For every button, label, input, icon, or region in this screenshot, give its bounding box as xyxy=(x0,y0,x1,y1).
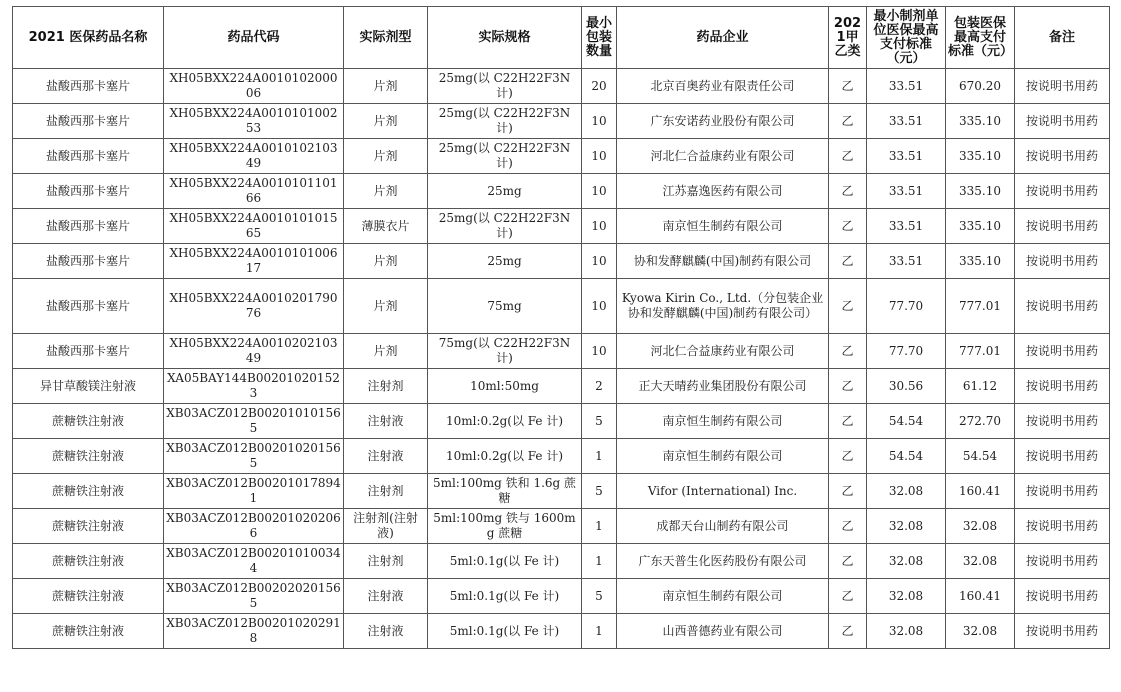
cell-note: 按说明书用药 xyxy=(1015,69,1110,104)
header-note: 备注 xyxy=(1015,7,1110,69)
cell-unit-price: 33.51 xyxy=(867,69,946,104)
table-row xyxy=(13,404,1110,439)
cell-note: 按说明书用药 xyxy=(1015,544,1110,579)
cell-note: 按说明书用药 xyxy=(1015,579,1110,614)
table-header-row xyxy=(13,7,1110,69)
cell-unit-price: 32.08 xyxy=(867,579,946,614)
cell-drug-name: 蔗糖铁注射液 xyxy=(13,509,164,544)
cell-pack-price: 670.20 xyxy=(946,69,1015,104)
table-row xyxy=(13,509,1110,544)
cell-dosage-form: 片剂 xyxy=(344,244,428,279)
header-min-pack: 最小包装数量 xyxy=(582,7,617,69)
cell-company: Kyowa Kirin Co., Ltd.（分包装企业协和发酵麒麟(中国)制药有限公司） xyxy=(617,279,829,334)
cell-specification: 75mg xyxy=(428,279,582,334)
cell-company: 南京恒生制药有限公司 xyxy=(617,404,829,439)
cell-min-pack: 20 xyxy=(582,69,617,104)
cell-company: 成都天台山制药有限公司 xyxy=(617,509,829,544)
cell-pack-price: 335.10 xyxy=(946,209,1015,244)
header-class: 2021甲乙类 xyxy=(829,7,867,69)
cell-min-pack: 10 xyxy=(582,104,617,139)
cell-drug-code: XB03ACZ012B002010201565 xyxy=(164,439,344,474)
table-row xyxy=(13,279,1110,334)
cell-dosage-form: 片剂 xyxy=(344,334,428,369)
cell-min-pack: 5 xyxy=(582,579,617,614)
header-name: 2021 医保药品名称 xyxy=(13,7,164,69)
table-row xyxy=(13,244,1110,279)
header-company: 药品企业 xyxy=(617,7,829,69)
table-row xyxy=(13,139,1110,174)
cell-drug-name: 盐酸西那卡塞片 xyxy=(13,209,164,244)
cell-unit-price: 54.54 xyxy=(867,439,946,474)
cell-drug-name: 盐酸西那卡塞片 xyxy=(13,174,164,209)
cell-drug-code: XH05BXX224A001010210349 xyxy=(164,139,344,174)
cell-class: 乙 xyxy=(829,104,867,139)
cell-class: 乙 xyxy=(829,244,867,279)
cell-class: 乙 xyxy=(829,544,867,579)
drug-table-container xyxy=(12,6,1109,649)
table-row xyxy=(13,104,1110,139)
cell-pack-price: 335.10 xyxy=(946,244,1015,279)
cell-drug-name: 异甘草酸镁注射液 xyxy=(13,369,164,404)
cell-company: Vifor (International) Inc. xyxy=(617,474,829,509)
cell-drug-name: 蔗糖铁注射液 xyxy=(13,614,164,649)
cell-drug-code: XB03ACZ012B002010202918 xyxy=(164,614,344,649)
cell-dosage-form: 片剂 xyxy=(344,69,428,104)
header-pack-price: 包装医保最高支付标准（元） xyxy=(946,7,1015,69)
cell-specification: 25mg(以 C22H22F3N 计) xyxy=(428,104,582,139)
cell-company: 正大天晴药业集团股份有限公司 xyxy=(617,369,829,404)
table-row xyxy=(13,334,1110,369)
cell-pack-price: 272.70 xyxy=(946,404,1015,439)
cell-specification: 5ml:0.1g(以 Fe 计) xyxy=(428,614,582,649)
cell-min-pack: 10 xyxy=(582,334,617,369)
cell-unit-price: 54.54 xyxy=(867,404,946,439)
cell-min-pack: 2 xyxy=(582,369,617,404)
cell-dosage-form: 注射剂(注射液) xyxy=(344,509,428,544)
cell-drug-code: XA05BAY144B002010201523 xyxy=(164,369,344,404)
drug-price-table xyxy=(12,6,1110,649)
cell-class: 乙 xyxy=(829,174,867,209)
cell-dosage-form: 注射剂 xyxy=(344,369,428,404)
cell-class: 乙 xyxy=(829,404,867,439)
cell-dosage-form: 注射液 xyxy=(344,439,428,474)
cell-note: 按说明书用药 xyxy=(1015,404,1110,439)
cell-company: 南京恒生制药有限公司 xyxy=(617,579,829,614)
header-code: 药品代码 xyxy=(164,7,344,69)
cell-company: 河北仁合益康药业有限公司 xyxy=(617,139,829,174)
cell-specification: 5ml:100mg 铁和 1.6g 蔗糖 xyxy=(428,474,582,509)
cell-min-pack: 5 xyxy=(582,474,617,509)
cell-specification: 25mg xyxy=(428,244,582,279)
cell-pack-price: 777.01 xyxy=(946,279,1015,334)
cell-dosage-form: 注射液 xyxy=(344,404,428,439)
table-row xyxy=(13,174,1110,209)
cell-class: 乙 xyxy=(829,439,867,474)
cell-dosage-form: 注射剂 xyxy=(344,544,428,579)
cell-drug-code: XH05BXX224A001010200006 xyxy=(164,69,344,104)
table-body xyxy=(13,69,1110,649)
cell-dosage-form: 注射液 xyxy=(344,579,428,614)
cell-drug-code: XB03ACZ012B002010101565 xyxy=(164,404,344,439)
cell-min-pack: 10 xyxy=(582,139,617,174)
cell-class: 乙 xyxy=(829,69,867,104)
cell-unit-price: 33.51 xyxy=(867,174,946,209)
cell-drug-code: XH05BXX224A001020179076 xyxy=(164,279,344,334)
cell-min-pack: 1 xyxy=(582,614,617,649)
table-row xyxy=(13,369,1110,404)
cell-unit-price: 33.51 xyxy=(867,244,946,279)
cell-specification: 10ml:0.2g(以 Fe 计) xyxy=(428,439,582,474)
cell-company: 协和发酵麒麟(中国)制药有限公司 xyxy=(617,244,829,279)
cell-pack-price: 335.10 xyxy=(946,174,1015,209)
cell-note: 按说明书用药 xyxy=(1015,334,1110,369)
cell-dosage-form: 薄膜衣片 xyxy=(344,209,428,244)
cell-unit-price: 33.51 xyxy=(867,139,946,174)
cell-class: 乙 xyxy=(829,579,867,614)
cell-specification: 25mg xyxy=(428,174,582,209)
cell-note: 按说明书用药 xyxy=(1015,209,1110,244)
cell-pack-price: 777.01 xyxy=(946,334,1015,369)
cell-drug-code: XH05BXX224A001010100617 xyxy=(164,244,344,279)
cell-note: 按说明书用药 xyxy=(1015,139,1110,174)
cell-specification: 75mg(以 C22H22F3N 计) xyxy=(428,334,582,369)
cell-company: 广东安诺药业股份有限公司 xyxy=(617,104,829,139)
cell-drug-name: 盐酸西那卡塞片 xyxy=(13,69,164,104)
cell-note: 按说明书用药 xyxy=(1015,509,1110,544)
cell-pack-price: 160.41 xyxy=(946,579,1015,614)
cell-note: 按说明书用药 xyxy=(1015,369,1110,404)
cell-drug-code: XH05BXX224A001010101565 xyxy=(164,209,344,244)
cell-class: 乙 xyxy=(829,509,867,544)
header-spec: 实际规格 xyxy=(428,7,582,69)
cell-pack-price: 335.10 xyxy=(946,104,1015,139)
cell-specification: 5ml:0.1g(以 Fe 计) xyxy=(428,579,582,614)
cell-class: 乙 xyxy=(829,334,867,369)
cell-drug-code: XH05BXX224A001010110166 xyxy=(164,174,344,209)
cell-drug-name: 蔗糖铁注射液 xyxy=(13,404,164,439)
cell-note: 按说明书用药 xyxy=(1015,474,1110,509)
cell-pack-price: 61.12 xyxy=(946,369,1015,404)
cell-dosage-form: 注射剂 xyxy=(344,474,428,509)
cell-class: 乙 xyxy=(829,279,867,334)
cell-drug-code: XH05BXX224A001020210349 xyxy=(164,334,344,369)
cell-company: 山西普德药业有限公司 xyxy=(617,614,829,649)
cell-note: 按说明书用药 xyxy=(1015,174,1110,209)
cell-dosage-form: 片剂 xyxy=(344,139,428,174)
cell-pack-price: 32.08 xyxy=(946,509,1015,544)
cell-min-pack: 10 xyxy=(582,174,617,209)
cell-drug-name: 盐酸西那卡塞片 xyxy=(13,104,164,139)
cell-min-pack: 5 xyxy=(582,404,617,439)
table-row xyxy=(13,69,1110,104)
cell-note: 按说明书用药 xyxy=(1015,244,1110,279)
cell-class: 乙 xyxy=(829,614,867,649)
cell-drug-name: 盐酸西那卡塞片 xyxy=(13,279,164,334)
cell-company: 广东天普生化医药股份有限公司 xyxy=(617,544,829,579)
cell-min-pack: 10 xyxy=(582,209,617,244)
cell-drug-name: 蔗糖铁注射液 xyxy=(13,474,164,509)
cell-specification: 10ml:0.2g(以 Fe 计) xyxy=(428,404,582,439)
cell-company: 江苏嘉逸医药有限公司 xyxy=(617,174,829,209)
header-form: 实际剂型 xyxy=(344,7,428,69)
cell-dosage-form: 片剂 xyxy=(344,104,428,139)
cell-specification: 5ml:100mg 铁与 1600mg 蔗糖 xyxy=(428,509,582,544)
cell-class: 乙 xyxy=(829,474,867,509)
cell-unit-price: 33.51 xyxy=(867,104,946,139)
cell-unit-price: 32.08 xyxy=(867,614,946,649)
cell-pack-price: 160.41 xyxy=(946,474,1015,509)
cell-dosage-form: 注射液 xyxy=(344,614,428,649)
cell-class: 乙 xyxy=(829,369,867,404)
cell-min-pack: 1 xyxy=(582,509,617,544)
cell-company: 南京恒生制药有限公司 xyxy=(617,439,829,474)
cell-company: 北京百奥药业有限责任公司 xyxy=(617,69,829,104)
cell-pack-price: 32.08 xyxy=(946,614,1015,649)
cell-unit-price: 77.70 xyxy=(867,279,946,334)
cell-specification: 5ml:0.1g(以 Fe 计) xyxy=(428,544,582,579)
cell-drug-name: 盐酸西那卡塞片 xyxy=(13,244,164,279)
cell-drug-name: 盐酸西那卡塞片 xyxy=(13,139,164,174)
cell-drug-code: XB03ACZ012B002010178941 xyxy=(164,474,344,509)
table-row xyxy=(13,544,1110,579)
cell-drug-name: 蔗糖铁注射液 xyxy=(13,579,164,614)
cell-specification: 25mg(以 C22H22F3N 计) xyxy=(428,209,582,244)
cell-unit-price: 32.08 xyxy=(867,474,946,509)
cell-note: 按说明书用药 xyxy=(1015,614,1110,649)
cell-class: 乙 xyxy=(829,139,867,174)
cell-unit-price: 30.56 xyxy=(867,369,946,404)
cell-specification: 25mg(以 C22H22F3N 计) xyxy=(428,69,582,104)
cell-min-pack: 1 xyxy=(582,439,617,474)
cell-drug-name: 蔗糖铁注射液 xyxy=(13,544,164,579)
cell-pack-price: 54.54 xyxy=(946,439,1015,474)
table-row xyxy=(13,474,1110,509)
cell-note: 按说明书用药 xyxy=(1015,439,1110,474)
cell-dosage-form: 片剂 xyxy=(344,174,428,209)
cell-dosage-form: 片剂 xyxy=(344,279,428,334)
cell-unit-price: 33.51 xyxy=(867,209,946,244)
cell-specification: 25mg(以 C22H22F3N 计) xyxy=(428,139,582,174)
cell-company: 南京恒生制药有限公司 xyxy=(617,209,829,244)
cell-specification: 10ml:50mg xyxy=(428,369,582,404)
table-row xyxy=(13,579,1110,614)
cell-drug-code: XB03ACZ012B002010202066 xyxy=(164,509,344,544)
cell-drug-code: XH05BXX224A001010100253 xyxy=(164,104,344,139)
table-row xyxy=(13,614,1110,649)
cell-drug-name: 盐酸西那卡塞片 xyxy=(13,334,164,369)
cell-note: 按说明书用药 xyxy=(1015,104,1110,139)
cell-unit-price: 77.70 xyxy=(867,334,946,369)
cell-drug-name: 蔗糖铁注射液 xyxy=(13,439,164,474)
cell-unit-price: 32.08 xyxy=(867,509,946,544)
cell-unit-price: 32.08 xyxy=(867,544,946,579)
header-unit-price: 最小制剂单位医保最高支付标准（元） xyxy=(867,7,946,69)
cell-min-pack: 10 xyxy=(582,244,617,279)
cell-min-pack: 1 xyxy=(582,544,617,579)
table-row xyxy=(13,209,1110,244)
cell-drug-code: XB03ACZ012B002020201565 xyxy=(164,579,344,614)
cell-class: 乙 xyxy=(829,209,867,244)
table-row xyxy=(13,439,1110,474)
cell-company: 河北仁合益康药业有限公司 xyxy=(617,334,829,369)
cell-pack-price: 32.08 xyxy=(946,544,1015,579)
cell-note: 按说明书用药 xyxy=(1015,279,1110,334)
cell-min-pack: 10 xyxy=(582,279,617,334)
cell-pack-price: 335.10 xyxy=(946,139,1015,174)
cell-drug-code: XB03ACZ012B002010100344 xyxy=(164,544,344,579)
